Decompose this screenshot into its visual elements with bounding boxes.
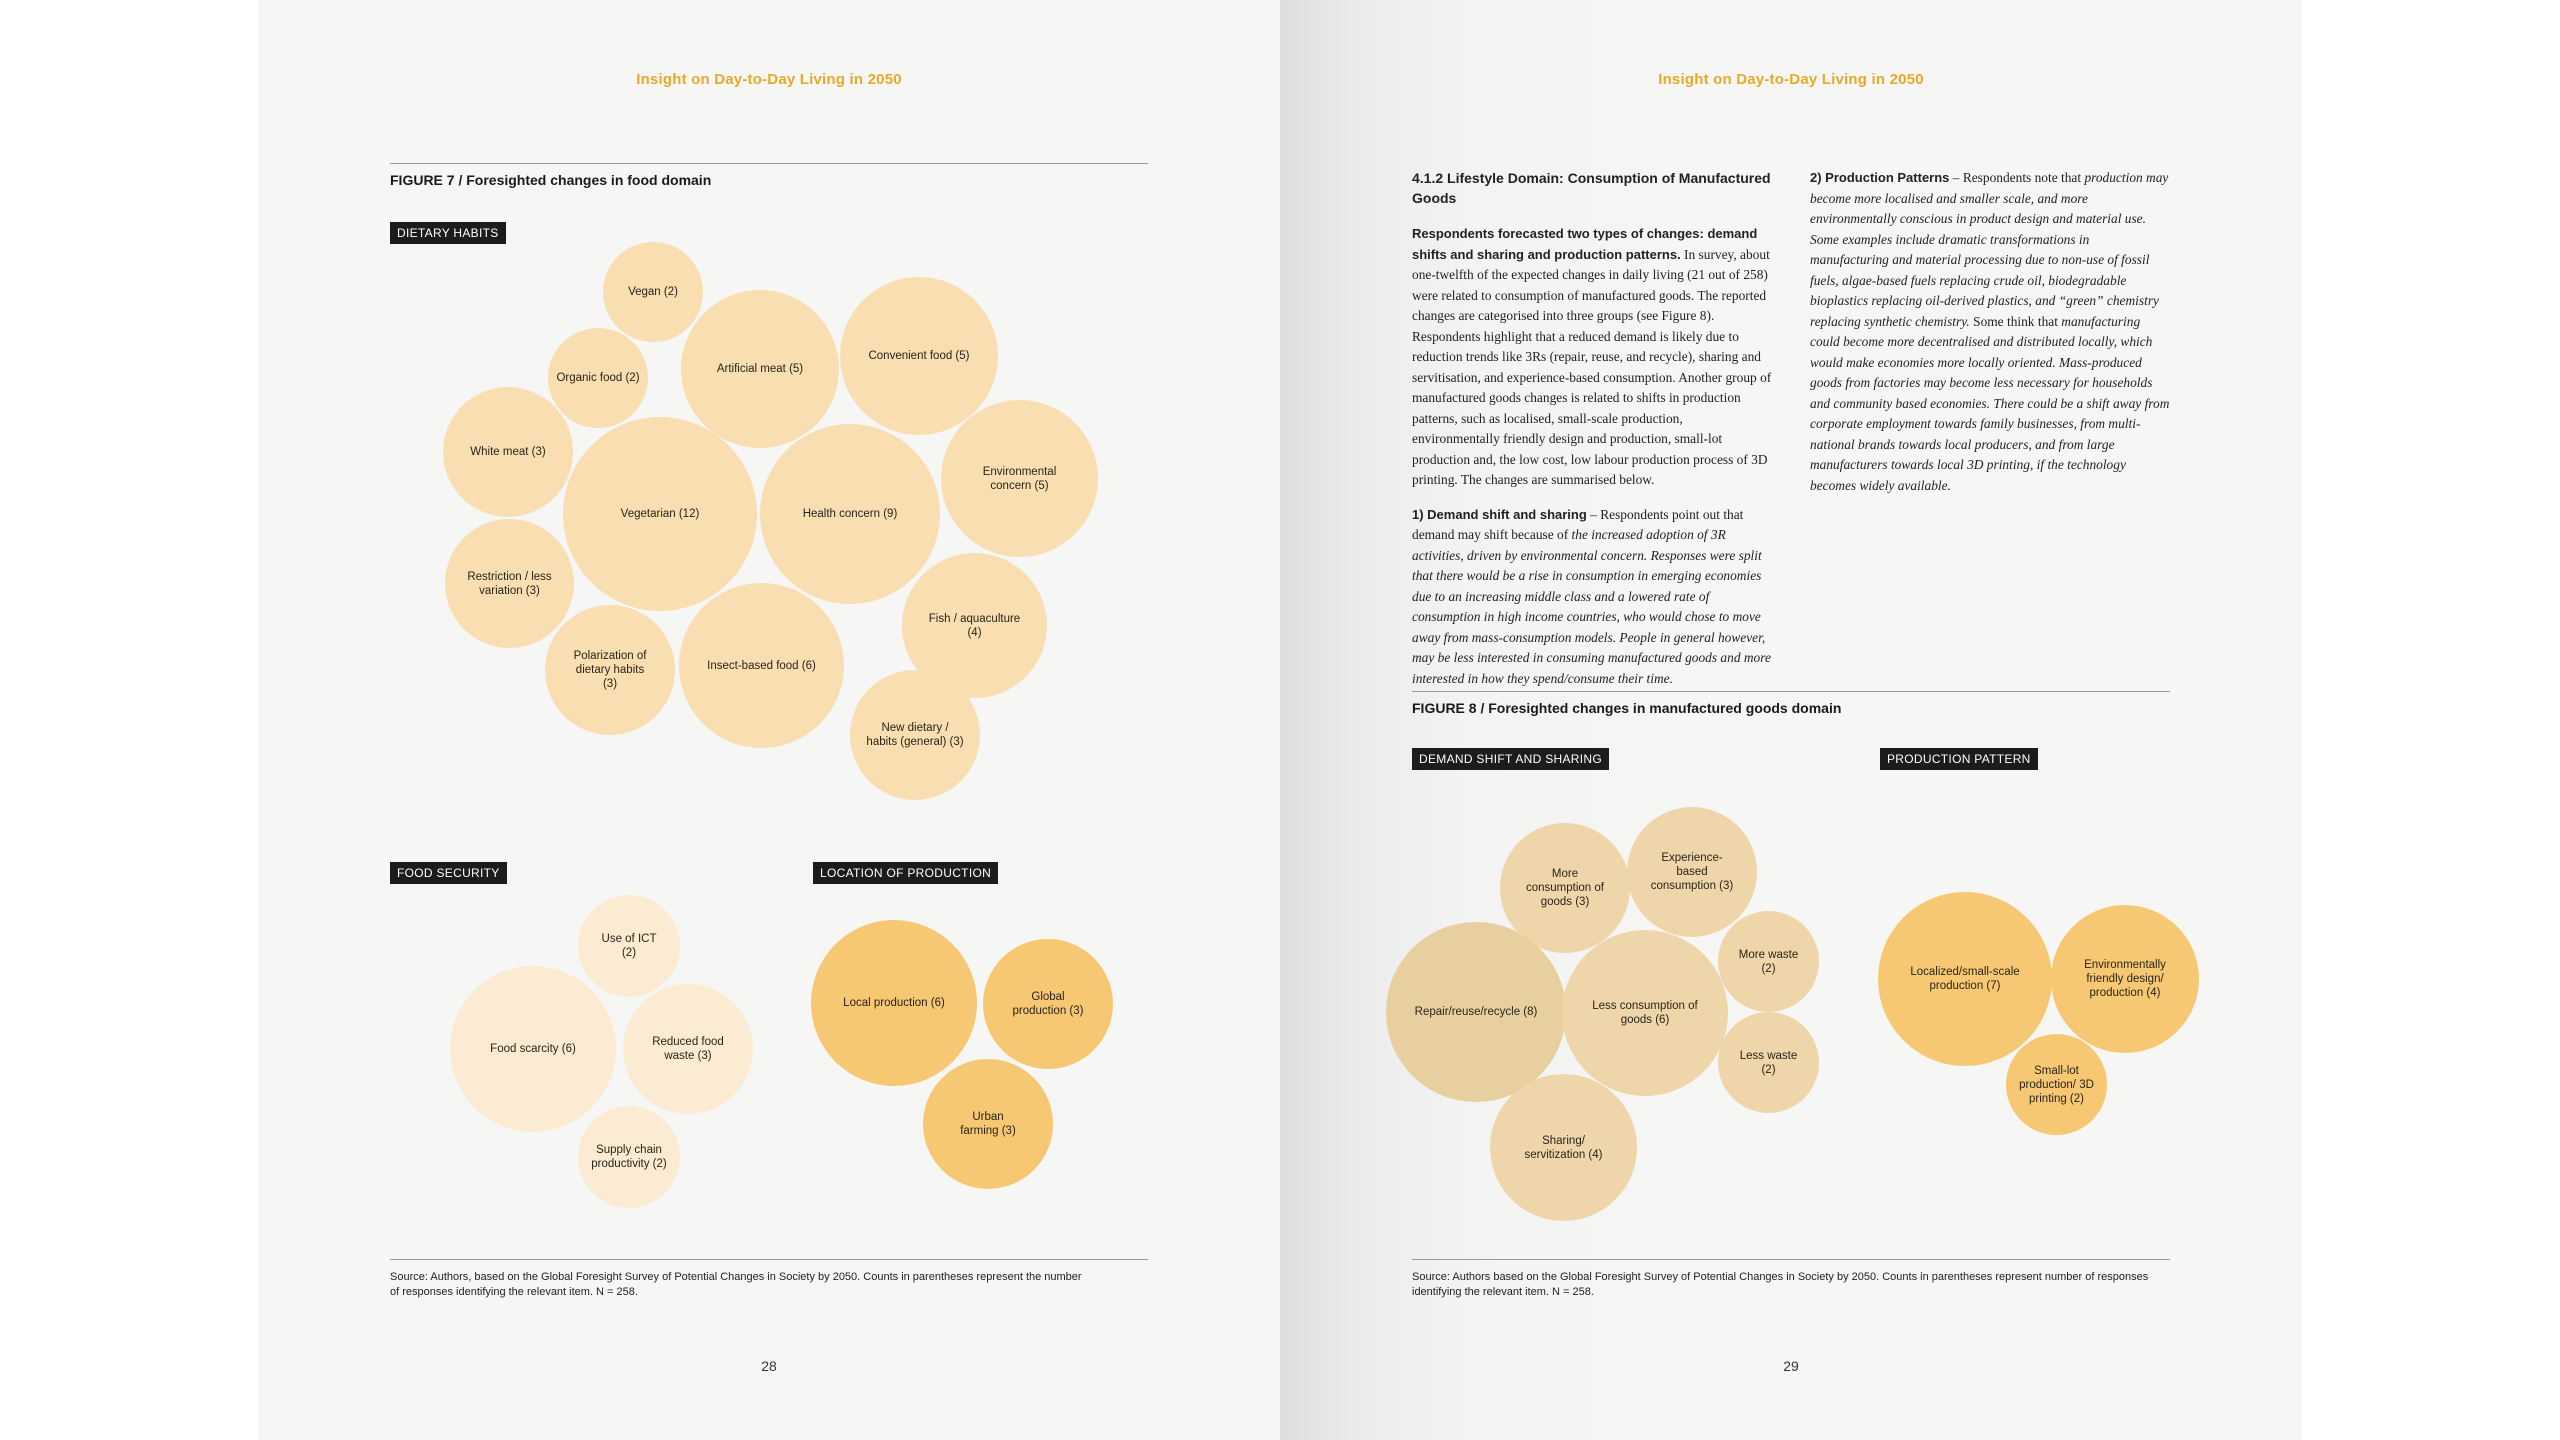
bubble-less-waste: Less waste (2) [1718,1012,1819,1113]
left-page [258,0,1280,1440]
tag-production-pattern: PRODUCTION PATTERN [1880,748,2038,770]
bubble-global-production: Global production (3) [983,939,1113,1069]
bubble-localized-production: Localized/small-scale production (7) [1878,892,2052,1066]
tag-demand-shift: DEMAND SHIFT AND SHARING [1412,748,1609,770]
bubble-small-lot-production: Small-lot production/ 3D printing (2) [2006,1034,2107,1135]
bubble-new-dietary: New dietary / habits (general) (3) [850,670,980,800]
figure-title: FIGURE 7 / Foresighted changes in food domain [390,172,712,188]
bottom-rule [390,1259,1148,1260]
right-page [1280,0,2302,1440]
bubble-supply-chain: Supply chain productivity (2) [578,1106,680,1208]
bubble-polarization: Polarization of dietary habits (3) [545,605,675,735]
bubble-urban-farming: Urban farming (3) [923,1059,1053,1189]
paragraph-production-patterns: 2) Production Patterns – Respondents note that production may become more localised and smaller scale, and more environmentally conscious in product design and material use. Some examples include dramatic transformations in manufacturing and material processing due to non-use of fossil fuels, algae-based fuels replacing crude oil, biodegradable bioplastics replacing oil-derived plastics, and “green” chemistry replacing synthetic chemistry. Some think that manufacturing could become more decentralised and distributed locally, which would make economies more locally oriented. Mass-produced goods from factories may become less necessary for households and community based economies. There could be a shift away from corporate employment towards family businesses, from multi-national brands towards local producers, and from large manufacturers towards local 3D printing, if the technology becomes widely available. [1810,170,2170,493]
bubble-artificial-meat: Artificial meat (5) [681,290,839,448]
bubble-more-consumption: More consumption of goods (3) [1500,823,1630,953]
text-column-left [1412,168,1772,703]
bubble-vegetarian: Vegetarian (12) [563,417,757,611]
source-note: Source: Authors based on the Global Foresight Survey of Potential Changes in Society by 2050. Counts in parentheses represent number of responses identifying the relevant item. N = 258. [1412,1271,2149,1298]
bubble-environmentally-friendly: Environmentally friendly design/ production (4) [2051,905,2199,1053]
page-number: 28 [761,1358,777,1374]
tag-dietary-habits: DIETARY HABITS [390,222,506,244]
bubble-sharing-servitization: Sharing/ servitization (4) [1490,1074,1637,1221]
tag-food-security: FOOD SECURITY [390,862,507,884]
tag-location-of-production: LOCATION OF PRODUCTION [813,862,998,884]
bubble-reduced-food-waste: Reduced food waste (3) [623,984,753,1114]
bubble-less-consumption: Less consumption of goods (6) [1562,930,1728,1096]
running-head: Insight on Day-to-Day Living in 2050 [1658,71,1924,88]
bubble-restriction: Restriction / less variation (3) [445,519,574,648]
bubble-convenient-food: Convenient food (5) [840,277,998,435]
source-note: Source: Authors, based on the Global Foresight Survey of Potential Changes in Society by 2050. Counts in parentheses represent the number of responses identifying the relevant item. N = 258. [390,1271,1082,1298]
bubble-experience-based: Experience-based consumption (3) [1627,807,1757,937]
section-heading: 4.1.2 Lifestyle Domain: Consumption of Manufactured Goods [1412,170,1771,206]
bubble-local-production: Local production (6) [811,920,977,1086]
bottom-rule [1412,1259,2170,1260]
top-rule [390,163,1148,164]
running-head: Insight on Day-to-Day Living in 2050 [636,71,902,88]
bubble-environmental-concern: Environmental concern (5) [941,400,1098,557]
figure-title: FIGURE 8 / Foresighted changes in manufactured goods domain [1412,700,1842,716]
bubble-vegan: Vegan (2) [603,242,703,342]
paragraph-intro: Respondents forecasted two types of changes: demand shifts and sharing and production patterns. In survey, about one-twelfth of the expected changes in daily living (21 out of 258) were related to consumption of manufactured goods. The reported changes are categorised into three groups (see Figure 8). Respondents highlight that a reduced demand is likely due to reduction trends like 3Rs (repair, reuse, and recycle), sharing and servitisation, and experience-based consumption. Another group of manufactured goods changes is related to shifts in production patterns, such as localised, small-scale production, environmentally friendly design and production, small-lot production and, the low cost, low labour production process of 3D printing. The changes are summarised below. [1412,226,1772,487]
page-number: 29 [1783,1358,1799,1374]
bubble-food-scarcity: Food scarcity (6) [450,966,616,1132]
text-column-right [1810,168,2170,510]
bubble-fish-aquaculture: Fish / aquaculture (4) [902,553,1047,698]
bubble-health-concern: Health concern (9) [760,424,940,604]
bubble-more-waste: More waste (2) [1718,911,1819,1012]
figure-rule [1412,691,2170,692]
bubble-insect-based-food: Insect-based food (6) [679,583,844,748]
bubble-white-meat: White meat (3) [443,387,573,517]
bubble-organic-food: Organic food (2) [548,328,648,428]
bubble-use-of-ict: Use of ICT (2) [578,895,680,997]
paragraph-demand-shift: 1) Demand shift and sharing – Respondents point out that demand may shift because of the increased adoption of 3R activities, driven by environmental concern. Responses were split that there would be a rise in consumption in emerging economies due to an increasing middle class and a lowered rate of consumption in high income countries, who would chose to move away from mass-consumption models. People in general however, may be less interested in consuming manufactured goods and more interested in how they spend/consume their time. [1412,506,1771,686]
bubble-repair-reuse-recycle: Repair/reuse/recycle (8) [1386,922,1566,1102]
